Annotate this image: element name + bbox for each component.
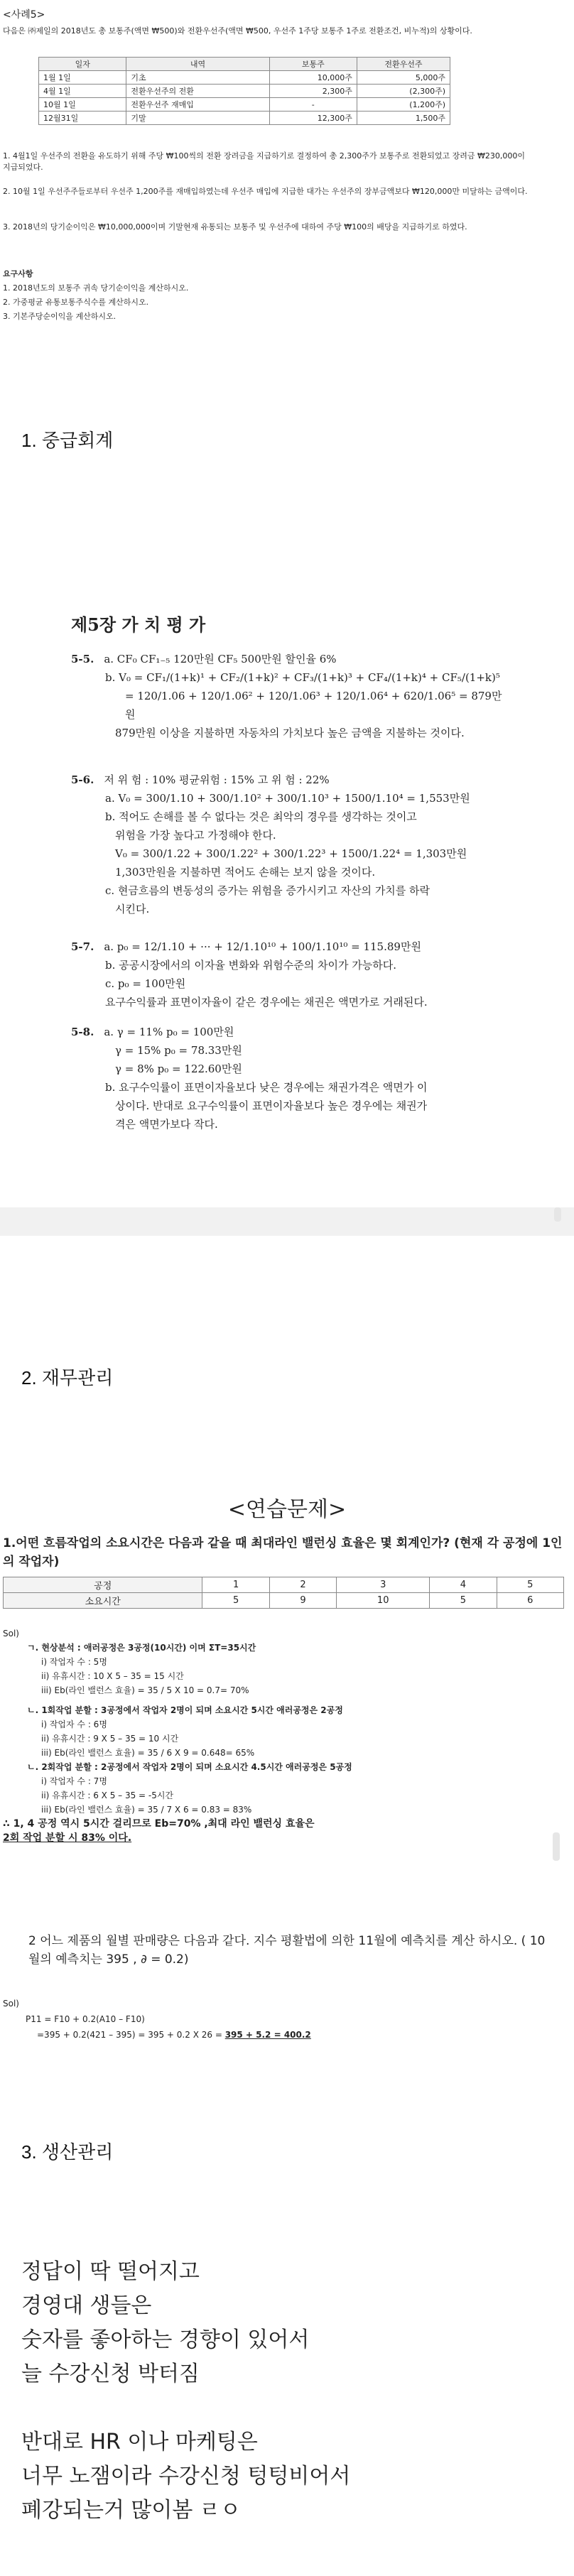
problem-number: 5-8. bbox=[71, 1026, 94, 1038]
practice-title: <연습문제> bbox=[227, 1497, 347, 1522]
table-header: 보통주 bbox=[269, 58, 357, 71]
table-header-row: 공정 1 2 3 4 5 bbox=[4, 1577, 564, 1593]
solution-label: Sol) bbox=[3, 1629, 19, 1638]
caption-financial-management: 2. 재무관리 bbox=[21, 1367, 114, 1388]
caption-production-management: 3. 생산관리 bbox=[21, 2141, 114, 2163]
case5-title: <사례5> bbox=[3, 9, 45, 21]
caption-intermediate-accounting: 1. 중급회계 bbox=[21, 430, 114, 451]
case5-req-2: 2. 가중평균 유통보통주식수를 계산하시오. bbox=[3, 298, 149, 307]
question-2: 2 어느 제품의 월별 판매량은 다음과 같다. 지수 평활법에 의한 11월에 예측치를 계산 하시오. ( 10월의 예측치는 395 , ∂ = 0.2) bbox=[28, 1934, 546, 1967]
process-table bbox=[3, 1577, 564, 1609]
practice-scan: <연습문제> 1.어떤 흐름작업의 소요시간은 다음과 같을 때 최대라인 밸런싱 효율은 몇 회계인가? (현재 각 공정에 1인의 작업자) 공정 1 2 3 4 5 소요시간 5 9 10 5 6 Sol) ㄱ. 현상분석 : 애러공정은 3공정(10시간) 이며 ΣT=35시간 i) 작업자 수 : 5명 ii) 유휴시간 : 10 X 5 – 35 = 15 시간 iii) Eb(라인 밸런스 효율) = 35 / 5 X 10 = 0.7= 70% ㄴ. 1회작업 분할 : 3공정에서 작업자 2명이 되며 소요시간 5시간 애러공정은 2공정 i) 작업자 수 : 6명 ii) 유휴시간 : 9 X 5 – 35 = 10 시간 iii) Eb(라인 밸런스 효율) = 35 / 6 X 9 = 0.648= 65% ㄴ. 2회작업 분할 : 2공정에서 작업자 2명이 되며 소요시간 4.5시간 애러공정은 5공정 i) 작업자 수 : 7명 ii) 유휴시간 : 6 X 5 – 35 = -5시간 iii) Eb(라인 밸런스 효율) = 35 / 7 X 6 = 0.83 = 83% ∴ 1, 4 공정 역시 5시간 걸리므로 Eb=70% ,최대 라인 밸런싱 효율은 2회 작업 분할 시 83% 이다. 2 어느 제품의 월별 판매량은 다음과 같다. 지수 평활법에 의한 11월에 예측치를 계산 하시오. ( 10월의 예측치는 395 , ∂ = 0.2) Sol) P11 = F10 + 0.2(A10 – F10) =395 + 0.2(421 – 395) = 395 + 0.2 X 26 = 395 + 5.2 = 400.2 bbox=[0, 1491, 574, 2102]
chapter5-scan: 제5장 가 치 평 가 5-5. a. CF₀ CF₁₋₅ 120만원 CF₅ 500만원 할인율 6% b. V₀ = CF₁/(1+k)¹ + CF₂/(1+k)² + CF₃/(1+k)³ + CF₄/(1+k)⁴ + CF₅/(1+k)⁵ = 120/1.06 + 120/1.06² + 120/1.06³ + 120/1.06⁴ + 620/1.06⁵ = 879만원 879만원 이상을 지불하면 자동차의 가치보다 높은 금액을 지불하는 것이다. 5-6. 저 위 험 : 10% 평균위험 : 15% 고 위 험 : 22% a. V₀ = 300/1.10 + 300/1.10² + 300/1.10³ + 1500/1.10⁴ = 1,553만원 b. 적어도 손해를 볼 수 없다는 것은 최악의 경우를 생각하는 것이고 위험을 가장 높다고 가정해야 한다. V₀ = 300/1.22 + 300/1.22² + 300/1.22³ + 1500/1.22⁴ = 1,303만원 1,303만원을 지불하면 적어도 손해는 보지 않을 것이다. c. 현금흐름의 변동성의 증가는 위험을 증가시키고 자산의 가치를 하락 시킨다. 5-7. a. p₀ = 12/1.10 + ··· + 12/1.10¹⁰ + 100/1.10¹⁰ = 115.89만원 b. 공공시장에서의 이자율 변화와 위험수준의 차이가 가능하다. c. p₀ = 100만원 요구수익률과 표면이자율이 같은 경우에는 채권은 액면가로 거래된다. 5-8. a. γ = 11% p₀ = 100만원 γ = 15% p₀ = 78.33만원 γ = 8% p₀ = 122.60만원 b. 요구수익률이 표면이자율보다 낮은 경우에는 채권가격은 액면가 이 상이다. 반대로 요구수익률이 표면이자율보다 높은 경우에는 채권가 격은 액면가보다 작다. bbox=[0, 582, 574, 1151]
problem-number: 5-5. bbox=[71, 653, 94, 665]
problem-number: 5-6. bbox=[71, 773, 94, 786]
table-row: 4월 1일 전환우선주의 전환 2,300주 (2,300주) bbox=[39, 85, 450, 98]
case5-note-2: 2. 10월 1일 우선주주들로부터 우선주 1,200주를 재매입하였는데 우선주 매입에 지급한 대가는 우선주의 장부금액보다 ₩120,000만 미달하는 금액이다. bbox=[3, 187, 528, 196]
question-1: 1.어떤 흐름작업의 소요시간은 다음과 같을 때 최대라인 밸런싱 효율은 몇 회계인가? (현재 각 공정에 1인의 작업자) bbox=[3, 1536, 563, 1569]
table-row: 12월31일 기말 12,300주 1,500주 bbox=[39, 112, 450, 125]
case5-intro: 다음은 ㈜제일의 2018년도 총 보통주(액면 ₩500)와 전환우선주(액면 ₩500, 우선주 1주당 보통주 1주로 전환조건, 비누적)의 상황이다. bbox=[3, 26, 472, 36]
case5-req-3: 3. 기본주당순이익을 계산하시오. bbox=[3, 312, 117, 321]
chapter5-heading: 제5장 가 치 평 가 bbox=[71, 614, 206, 635]
solution-label: Sol) bbox=[3, 1999, 19, 2009]
scroll-strip bbox=[0, 1207, 574, 1236]
table-header-row bbox=[39, 58, 450, 71]
body-text: 정답이 딱 떨어지고 경영대 생들은 숫자를 좋아하는 경향이 있어서 늘 수강신청 박터짐 반대로 HR 이나 마케팅은 너무 노잼이라 수강신청 텅텅비어서 폐강되는거 많이봄 ㄹㅇ bbox=[21, 2259, 351, 2523]
table-row: 소요시간 5 9 10 5 6 bbox=[4, 1593, 564, 1609]
case5-table bbox=[38, 57, 450, 125]
case5-req-1: 1. 2018년도의 보통주 귀속 당기순이익을 계산하시오. bbox=[3, 283, 189, 293]
case5-note-1: 1. 4월1일 우선주의 전환을 유도하기 위해 주당 ₩100씩의 전환 장려금을 지급하기로 결정하여 총 2,300주가 보통주로 전환되었고 장려금 ₩230,000이 지급되었다. bbox=[3, 151, 525, 172]
case5-note-3: 3. 2018년의 당기순이익은 ₩10,000,000이며 기말현재 유통되는 보통주 및 우선주에 대하여 주당 ₩100의 배당을 지급하기로 하였다. bbox=[3, 222, 467, 232]
table-header: 일자 bbox=[39, 58, 126, 71]
case5-req-title: 요구사항 bbox=[3, 269, 33, 278]
table-header: 내역 bbox=[126, 58, 269, 71]
table-row: 1월 1일 기초 10,000주 5,000주 bbox=[39, 71, 450, 85]
scrollbar-thumb[interactable] bbox=[554, 1207, 561, 1222]
problem-number: 5-7. bbox=[71, 940, 94, 953]
table-row: 10월 1일 전환우선주 재매입 - (1,200주) bbox=[39, 98, 450, 112]
scrollbar-thumb[interactable] bbox=[553, 1832, 560, 1861]
case5-scan bbox=[0, 0, 574, 369]
table-header: 전환우선주 bbox=[357, 58, 450, 71]
